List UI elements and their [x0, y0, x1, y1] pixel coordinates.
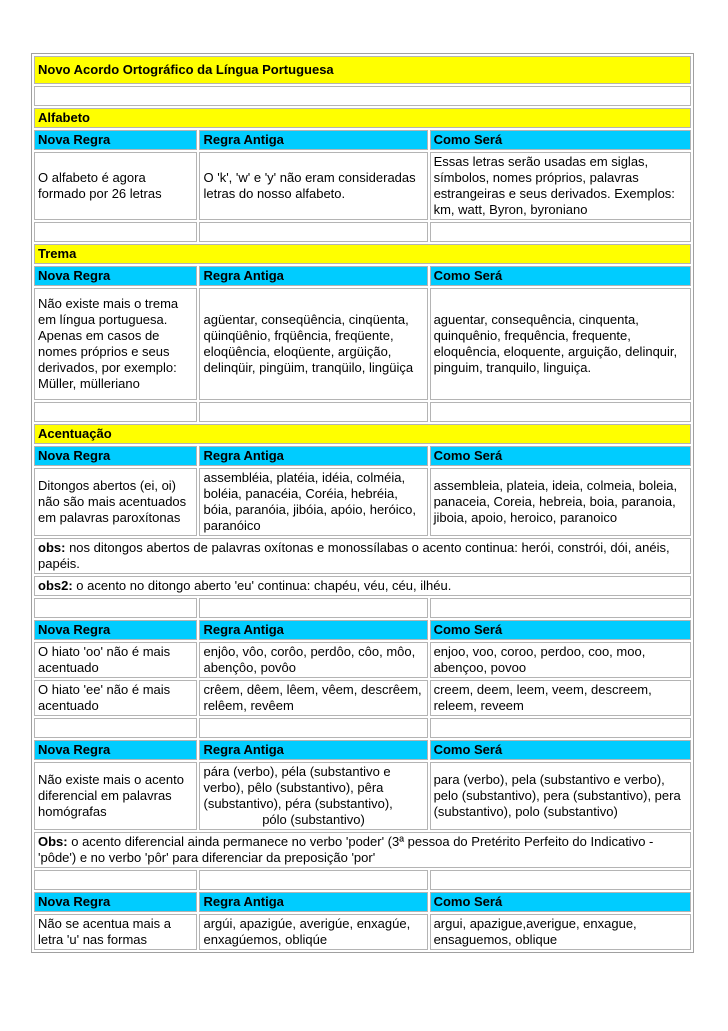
- section-row-trema: [34, 244, 691, 264]
- cell-nova-regra: Ditongos abertos (ei, oi) não são mais acentuados em palavras paroxítonas: [34, 468, 197, 536]
- section-title-acentuacao: Acentuação: [34, 424, 691, 444]
- header-regra-antiga: Regra Antiga: [199, 130, 427, 150]
- spacer-cell: [34, 598, 197, 618]
- cell-nova-regra: Não se acentua mais a letra 'u' nas formas: [34, 914, 197, 950]
- spacer-cell: [430, 402, 691, 422]
- obs-row: [34, 832, 691, 868]
- regra-antiga-text: pára (verbo), péla (substantivo e verbo), pêlo (substantivo), pêra (substantivo), péra (substantivo),: [203, 764, 393, 811]
- spacer-cell: [430, 718, 691, 738]
- section-row-alfabeto: [34, 108, 691, 128]
- spacer-row: [34, 402, 691, 422]
- cell-regra-antiga: agüentar, conseqüência, cinqüenta, qüinqüênio, frqüência, freqüente, eloqüência, eloqüente, argüição, delinqüir, pingüim, tranqüilo, lingüiça: [199, 288, 427, 400]
- spacer-cell: [430, 222, 691, 242]
- header-regra-antiga: Regra Antiga: [199, 740, 427, 760]
- spacer-cell: [34, 718, 197, 738]
- spacer-cell: [199, 598, 427, 618]
- header-row: [34, 620, 691, 640]
- orthography-table: [31, 53, 694, 953]
- header-como-sera: Como Será: [430, 620, 691, 640]
- spacer-cell: [430, 598, 691, 618]
- obs-label: obs:: [38, 540, 66, 555]
- table-row: [34, 680, 691, 716]
- obs2-row: [34, 576, 691, 596]
- document: [31, 53, 694, 953]
- cell-regra-antiga: assembléia, platéia, idéia, colméia, boléia, panacéia, Coréia, hebréia, bóia, paranóia, jibóia, apóio, heróico, paranóico: [199, 468, 427, 536]
- header-row: [34, 740, 691, 760]
- cell-nova-regra: Não existe mais o acento diferencial em palavras homógrafas: [34, 762, 197, 830]
- spacer-cell: [199, 222, 427, 242]
- obs-text: o acento diferencial ainda permanece no verbo 'poder' (3ª pessoa do Pretérito Perfeito do Indicativo - 'pôde') e no verbo 'pôr' para diferenciar da preposição 'por': [38, 834, 654, 865]
- cell-como-sera: para (verbo), pela (substantivo e verbo), pelo (substantivo), pera (substantivo), pera (substantivo), polo (substantivo): [430, 762, 691, 830]
- header-row: [34, 130, 691, 150]
- title-row: [34, 56, 691, 84]
- cell-regra-antiga: crêem, dêem, lêem, vêem, descrêem, relêem, revêem: [199, 680, 427, 716]
- cell-como-sera: argui, apazigue,averigue, enxague, ensaguemos, oblique: [430, 914, 691, 950]
- spacer-cell: [430, 870, 691, 890]
- header-regra-antiga: Regra Antiga: [199, 892, 427, 912]
- page-title: Novo Acordo Ortográfico da Língua Portuguesa: [34, 56, 691, 84]
- table-row: [34, 468, 691, 536]
- header-nova-regra: Nova Regra: [34, 266, 197, 286]
- header-como-sera: Como Será: [430, 740, 691, 760]
- cell-nova-regra: O hiato 'oo' não é mais acentuado: [34, 642, 197, 678]
- obs2-text: o acento no ditongo aberto 'eu' continua: chapéu, véu, céu, ilhéu.: [72, 578, 452, 593]
- spacer-cell: [199, 718, 427, 738]
- cell-como-sera: creem, deem, leem, veem, descreem, releem, reveem: [430, 680, 691, 716]
- table-row: [34, 152, 691, 220]
- spacer-row: [34, 870, 691, 890]
- obs2-note: [34, 576, 691, 596]
- spacer-cell: [34, 86, 691, 106]
- spacer-row: [34, 86, 691, 106]
- cell-como-sera: Essas letras serão usadas em siglas, símbolos, nomes próprios, palavras estrangeiras e seus derivados. Exemplos: km, watt, Byron, byroniano: [430, 152, 691, 220]
- header-regra-antiga: Regra Antiga: [199, 446, 427, 466]
- header-como-sera: Como Será: [430, 892, 691, 912]
- header-como-sera: Como Será: [430, 130, 691, 150]
- cell-regra-antiga: O 'k', 'w' e 'y' não eram consideradas letras do nosso alfabeto.: [199, 152, 427, 220]
- obs-label: Obs:: [38, 834, 68, 849]
- spacer-cell: [199, 402, 427, 422]
- header-como-sera: Como Será: [430, 266, 691, 286]
- cell-regra-antiga: enjôo, vôo, corôo, perdôo, côo, môo, abençôo, povôo: [199, 642, 427, 678]
- cell-nova-regra: O alfabeto é agora formado por 26 letras: [34, 152, 197, 220]
- spacer-row: [34, 598, 691, 618]
- table-row: [34, 642, 691, 678]
- spacer-row: [34, 718, 691, 738]
- spacer-cell: [34, 222, 197, 242]
- table-row: [34, 288, 691, 400]
- obs-note: [34, 538, 691, 574]
- obs-text: nos ditongos abertos de palavras oxítonas e monossílabas o acento continua: herói, constrói, dói, anéis, papéis.: [38, 540, 670, 571]
- cell-regra-antiga: [199, 762, 427, 830]
- cell-nova-regra: Não existe mais o trema em língua portuguesa. Apenas em casos de nomes próprios e seus derivados, por exemplo: Müller, mülleriano: [34, 288, 197, 400]
- obs-note: [34, 832, 691, 868]
- spacer-cell: [34, 402, 197, 422]
- obs-row: [34, 538, 691, 574]
- header-row: [34, 446, 691, 466]
- obs2-label: obs2:: [38, 578, 73, 593]
- cell-como-sera: aguentar, consequência, cinquenta, quinquênio, frequência, frequente, eloquência, eloquente, arguição, delinquir, pinguim, tranquilo, linguiça.: [430, 288, 691, 400]
- cell-como-sera: enjoo, voo, coroo, perdoo, coo, moo, abençoo, povoo: [430, 642, 691, 678]
- spacer-cell: [199, 870, 427, 890]
- spacer-row: [34, 222, 691, 242]
- section-title-alfabeto: Alfabeto: [34, 108, 691, 128]
- regra-antiga-last: pólo (substantivo): [262, 812, 365, 827]
- header-row: [34, 266, 691, 286]
- header-regra-antiga: Regra Antiga: [199, 620, 427, 640]
- header-row: [34, 892, 691, 912]
- header-nova-regra: Nova Regra: [34, 740, 197, 760]
- cell-como-sera: assembleia, plateia, ideia, colmeia, boleia, panaceia, Coreia, hebreia, boia, paranoia, jiboia, apoio, heroico, paranoico: [430, 468, 691, 536]
- header-regra-antiga: Regra Antiga: [199, 266, 427, 286]
- header-nova-regra: Nova Regra: [34, 620, 197, 640]
- table-row: [34, 762, 691, 830]
- section-row-acentuacao: [34, 424, 691, 444]
- header-nova-regra: Nova Regra: [34, 446, 197, 466]
- table-row: [34, 914, 691, 950]
- header-como-sera: Como Será: [430, 446, 691, 466]
- cell-nova-regra: O hiato 'ee' não é mais acentuado: [34, 680, 197, 716]
- header-nova-regra: Nova Regra: [34, 130, 197, 150]
- cell-regra-antiga: argúi, apazigúe, averigúe, enxagúe, enxagúemos, obliqúe: [199, 914, 427, 950]
- section-title-trema: Trema: [34, 244, 691, 264]
- spacer-cell: [34, 870, 197, 890]
- header-nova-regra: Nova Regra: [34, 892, 197, 912]
